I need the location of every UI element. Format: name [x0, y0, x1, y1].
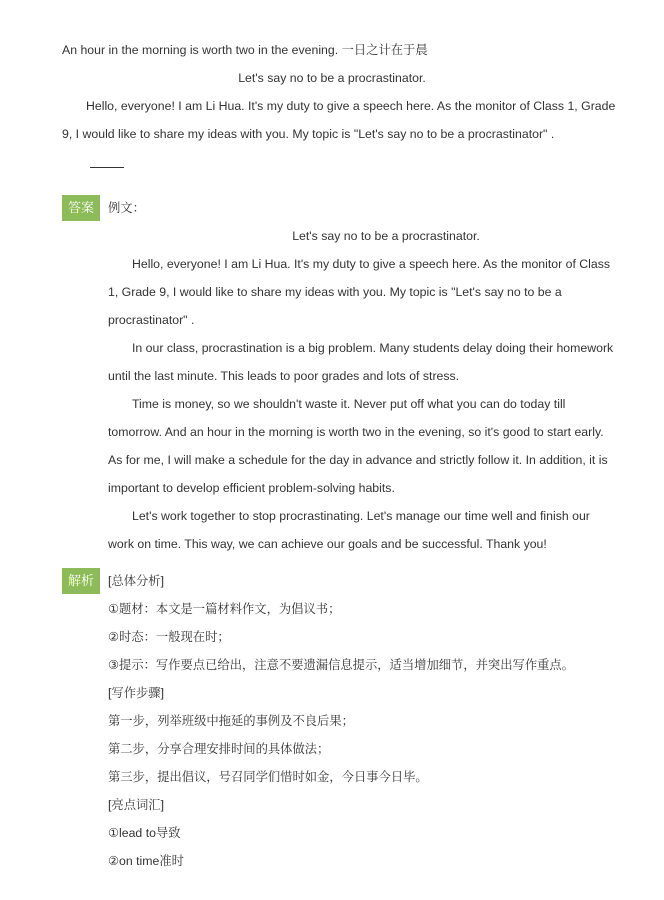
analysis-line: ①题材：本文是一篇材料作文，为倡议书； — [108, 602, 341, 616]
essay-line: important to develop efficient problem-solving habits. — [108, 481, 395, 495]
essay-line: In our class, procrastination is a big problem. Many students delay doing their homework — [132, 341, 614, 355]
answer-badge: 答案 — [62, 195, 100, 221]
essay-line: As for me, I will make a schedule for the day in advance and strictly follow it. In addition, it is — [108, 453, 608, 467]
essay-line: tomorrow. And an hour in the morning is worth two in the evening, so it's good to start early. — [108, 425, 604, 439]
analysis-line: [总体分析] — [108, 574, 165, 588]
analysis-line: 第一步，列举班级中拖延的事例及不良后果； — [108, 714, 354, 728]
answer-heading: 例文： — [108, 201, 145, 215]
analysis-badge: 解析 — [62, 568, 100, 594]
essay-line: Hello, everyone! I am Li Hua. It's my duty to give a speech here. As the monitor of Class — [132, 257, 611, 271]
essay-line: work on time. This way, we can achieve our goals and be successful. Thank you! — [108, 537, 547, 551]
analysis-line: ②时态：一般现在时； — [108, 630, 230, 644]
prompt-line-2: 9, I would like to share my ideas with you. My topic is "Let's say no to be a procrastinator" . — [62, 127, 555, 141]
analysis-line: ③提示：写作要点已给出，注意不要遗漏信息提示，适当增加细节，并突出写作重点。 — [108, 658, 575, 672]
analysis-line: ②on time准时 — [108, 854, 184, 868]
essay-title: Let's say no to be a procrastinator. — [292, 229, 480, 243]
essay-line: 1, Grade 9, I would like to share my ideas with you. My topic is "Let's say no to be a — [108, 285, 562, 299]
question-title: Let's say no to be a procrastinator. — [238, 71, 426, 85]
essay-line: until the last minute. This leads to poor grades and lots of stress. — [108, 369, 460, 383]
prompt-line-1: Hello, everyone! I am Li Hua. It's my duty to give a speech here. As the monitor of Class 1, Grade — [86, 99, 616, 113]
analysis-line: [亮点词汇] — [108, 798, 165, 812]
analysis-line: [写作步骤] — [108, 686, 165, 700]
essay-line: Let's work together to stop procrastinating. Let's manage our time well and finish our — [132, 509, 590, 523]
analysis-line: ①lead to导致 — [108, 826, 181, 840]
essay-line: Time is money, so we shouldn't waste it. Never put off what you can do today till — [132, 397, 566, 411]
analysis-line: 第二步，分享合理安排时间的具体做法； — [108, 742, 330, 756]
proverb-line: An hour in the morning is worth two in the evening. 一日之计在于晨 — [62, 43, 428, 57]
analysis-line: 第三步，提出倡议，号召同学们惜时如金，今日事今日毕。 — [108, 770, 428, 784]
answer-blank-line — [90, 167, 124, 168]
essay-line: procrastinator" . — [108, 313, 195, 327]
